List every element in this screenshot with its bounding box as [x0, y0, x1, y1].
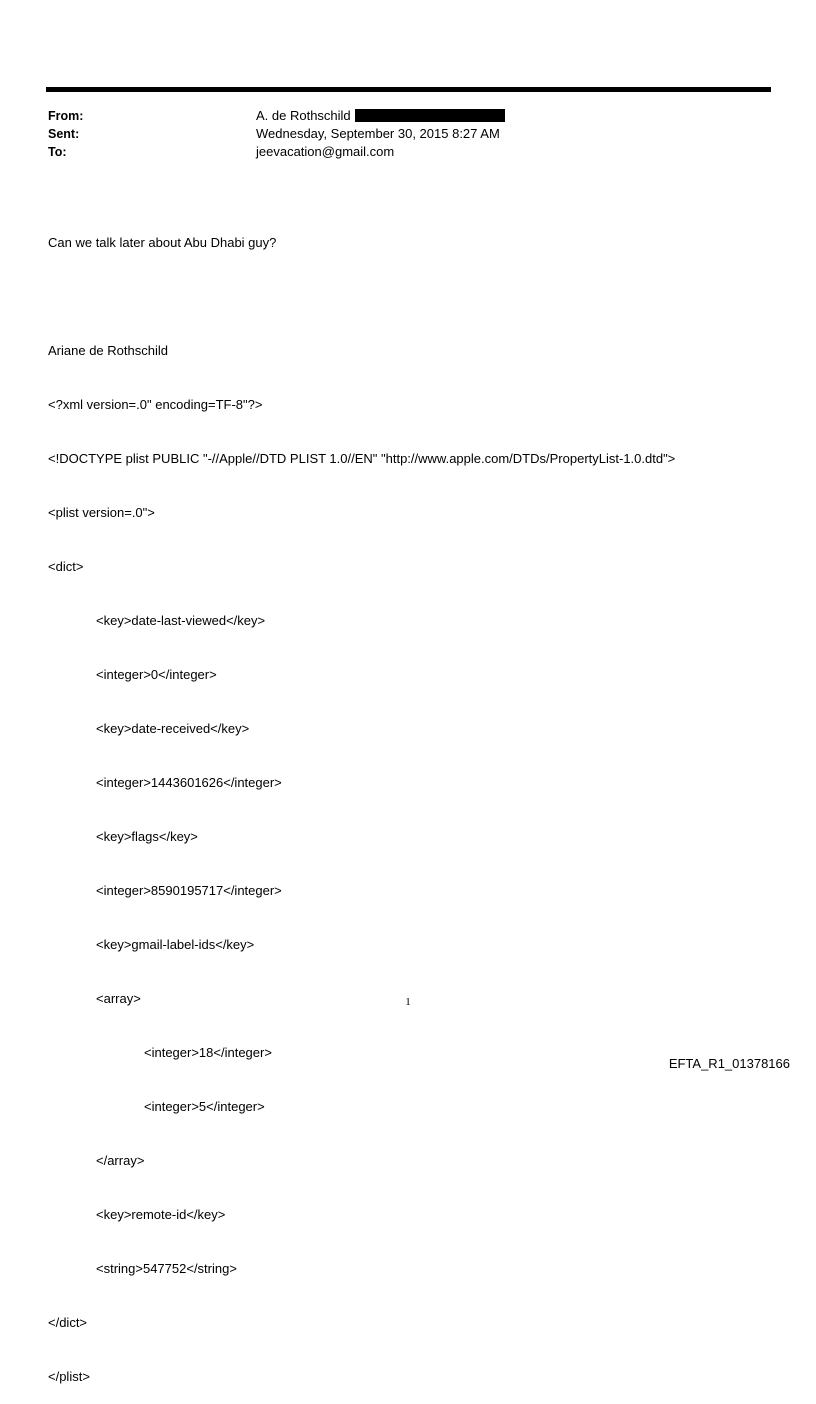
key-date-received: <key>date-received</key> [96, 721, 250, 736]
document-id: EFTA_R1_01378166 [668, 1056, 790, 1071]
redaction-box [355, 109, 505, 122]
key-remote-id: <key>remote-id</key> [96, 1207, 226, 1222]
sent-value: Wednesday, September 30, 2015 8:27 AM [256, 126, 500, 141]
dict-close: </dict> [48, 1315, 88, 1330]
array-close: </array> [96, 1153, 145, 1168]
doctype-line: <!DOCTYPE plist PUBLIC "-//Apple//DTD PLIST 1.0//EN" "http://www.apple.com/DTDs/PropertyList-1.0.dtd"> [48, 451, 676, 466]
value-remote-id: <string>547752</string> [96, 1261, 237, 1276]
email-body [48, 198, 675, 1404]
to-label: To: [48, 145, 67, 159]
key-date-last-viewed: <key>date-last-viewed</key> [96, 613, 266, 628]
to-value: jeevacation@gmail.com [256, 144, 395, 159]
array-item-2: <integer>5</integer> [144, 1099, 265, 1114]
message-text: Can we talk later about Abu Dhabi guy? [48, 235, 277, 250]
from-label: From: [48, 109, 84, 123]
key-flags: <key>flags</key> [96, 829, 198, 844]
sent-label: Sent: [48, 127, 80, 141]
value-flags: <integer>8590195717</integer> [96, 883, 282, 898]
from-value [256, 107, 505, 125]
xml-declaration: <?xml version=.0" encoding=TF-8"?> [48, 397, 263, 412]
array-open: <array> [96, 991, 141, 1006]
value-date-received: <integer>1443601626</integer> [96, 775, 282, 790]
value-date-last-viewed: <integer>0</integer> [96, 667, 217, 682]
blank-line [48, 288, 675, 306]
from-name: A. de Rothschild [256, 108, 351, 123]
plist-open: <plist version=.0"> [48, 505, 155, 520]
key-gmail-label-ids: <key>gmail-label-ids</key> [96, 937, 255, 952]
signature: Ariane de Rothschild [48, 343, 168, 358]
header-rule [46, 87, 771, 92]
array-item-1: <integer>18</integer> [144, 1045, 272, 1060]
plist-close: </plist> [48, 1369, 90, 1384]
dict-open: <dict> [48, 559, 84, 574]
page-number: 1 [405, 996, 411, 1008]
